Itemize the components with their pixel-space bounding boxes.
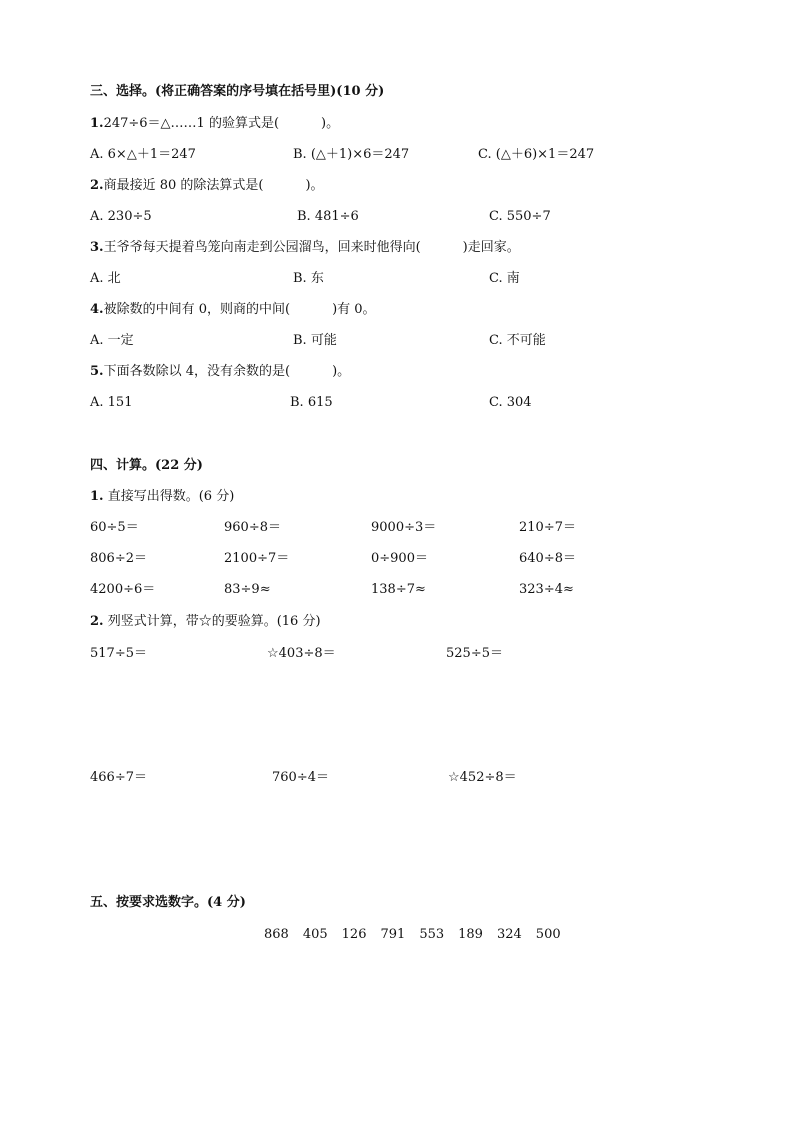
question-text-end: )。 (332, 364, 351, 379)
option-a: A. 230÷5 (90, 209, 152, 224)
number-list (264, 925, 575, 945)
oral-calc-item: 323÷4≈ (519, 582, 574, 597)
oral-calc-item: 0÷900＝ (371, 551, 428, 566)
option-b: B. 481÷6 (297, 209, 359, 224)
option-c: C. (△＋6)×1＝247 (478, 147, 595, 162)
question-text: 下面各数除以 4，没有余数的是( (103, 364, 291, 379)
oral-calc-item: 640÷8＝ (519, 551, 576, 566)
question-text: 王爷爷每天提着鸟笼向南走到公园溜鸟，回来时他得向( (103, 240, 421, 255)
section-5-title: 五、按要求选数字。(4 分) (90, 895, 246, 910)
oral-calc-item: 83÷9≈ (224, 582, 271, 597)
option-a: A. 6×△＋1＝247 (90, 147, 196, 162)
option-c: C. 不可能 (489, 333, 546, 348)
question-3 (90, 238, 520, 258)
option-a: A. 151 (90, 395, 133, 410)
oral-calc-item: 806÷2＝ (90, 551, 147, 566)
question-text: 247÷6＝△……1 的验算式是( (103, 116, 280, 131)
option-a: A. 一定 (90, 333, 134, 348)
oral-calc-item: 4200÷6＝ (90, 582, 156, 597)
vertical-calc-item: 517÷5＝ (90, 646, 147, 661)
option-a: A. 北 (90, 271, 121, 286)
question-text-end: )有 0。 (332, 302, 376, 317)
question-number: 5. (90, 364, 104, 379)
vertical-calc-item: ☆452÷8＝ (448, 770, 517, 785)
option-c: C. 304 (489, 395, 532, 410)
question-number: 4. (90, 302, 104, 317)
question-number: 2. (90, 614, 104, 629)
vertical-calc-item: 760÷4＝ (272, 770, 329, 785)
oral-calc-item: 60÷5＝ (90, 520, 139, 535)
oral-calc-item: 138÷7≈ (371, 582, 426, 597)
subquestion-2 (90, 612, 321, 632)
question-2 (90, 176, 324, 196)
question-text: 列竖式计算，带☆的要验算。(16 分) (107, 614, 321, 629)
option-c: C. 南 (489, 271, 520, 286)
oral-calc-item: 210÷7＝ (519, 520, 576, 535)
option-b: B. 可能 (293, 333, 337, 348)
question-text: 被除数的中间有 0，则商的中间( (103, 302, 291, 317)
option-b: B. 615 (290, 395, 333, 410)
question-5 (90, 362, 350, 382)
question-text: 商最接近 80 的除法算式是( (103, 178, 264, 193)
oral-calc-item: 960÷8＝ (224, 520, 281, 535)
question-number: 1. (90, 116, 104, 131)
question-number: 3. (90, 240, 104, 255)
number-item: 189 (458, 927, 483, 942)
question-text-end: )。 (305, 178, 324, 193)
question-number: 1. (90, 489, 104, 504)
number-item: 324 (496, 927, 522, 942)
question-4 (90, 300, 376, 320)
oral-calc-item: 2100÷7＝ (224, 551, 290, 566)
option-b: B. 东 (293, 271, 324, 286)
question-1 (90, 114, 339, 134)
question-text-end: )。 (321, 116, 340, 131)
number-item: 500 (535, 927, 561, 942)
number-item: 126 (341, 927, 367, 942)
number-item: 868 (264, 927, 289, 942)
vertical-calc-item: 466÷7＝ (90, 770, 147, 785)
option-c: C. 550÷7 (489, 209, 551, 224)
number-item: 553 (419, 927, 445, 942)
number-item: 791 (380, 927, 406, 942)
number-item: 405 (302, 927, 328, 942)
question-text: 直接写出得数。(6 分) (107, 489, 235, 504)
question-number: 2. (90, 178, 104, 193)
option-b: B. (△＋1)×6＝247 (293, 147, 410, 162)
subquestion-1 (90, 487, 234, 507)
vertical-calc-item: 525÷5＝ (446, 646, 503, 661)
vertical-calc-item: ☆403÷8＝ (267, 646, 336, 661)
section-4-title: 四、计算。(22 分) (90, 458, 203, 473)
oral-calc-item: 9000÷3＝ (371, 520, 437, 535)
question-text-end: )走回家。 (462, 240, 520, 255)
section-3-title: 三、选择。(将正确答案的序号填在括号里)(10 分) (90, 84, 385, 99)
